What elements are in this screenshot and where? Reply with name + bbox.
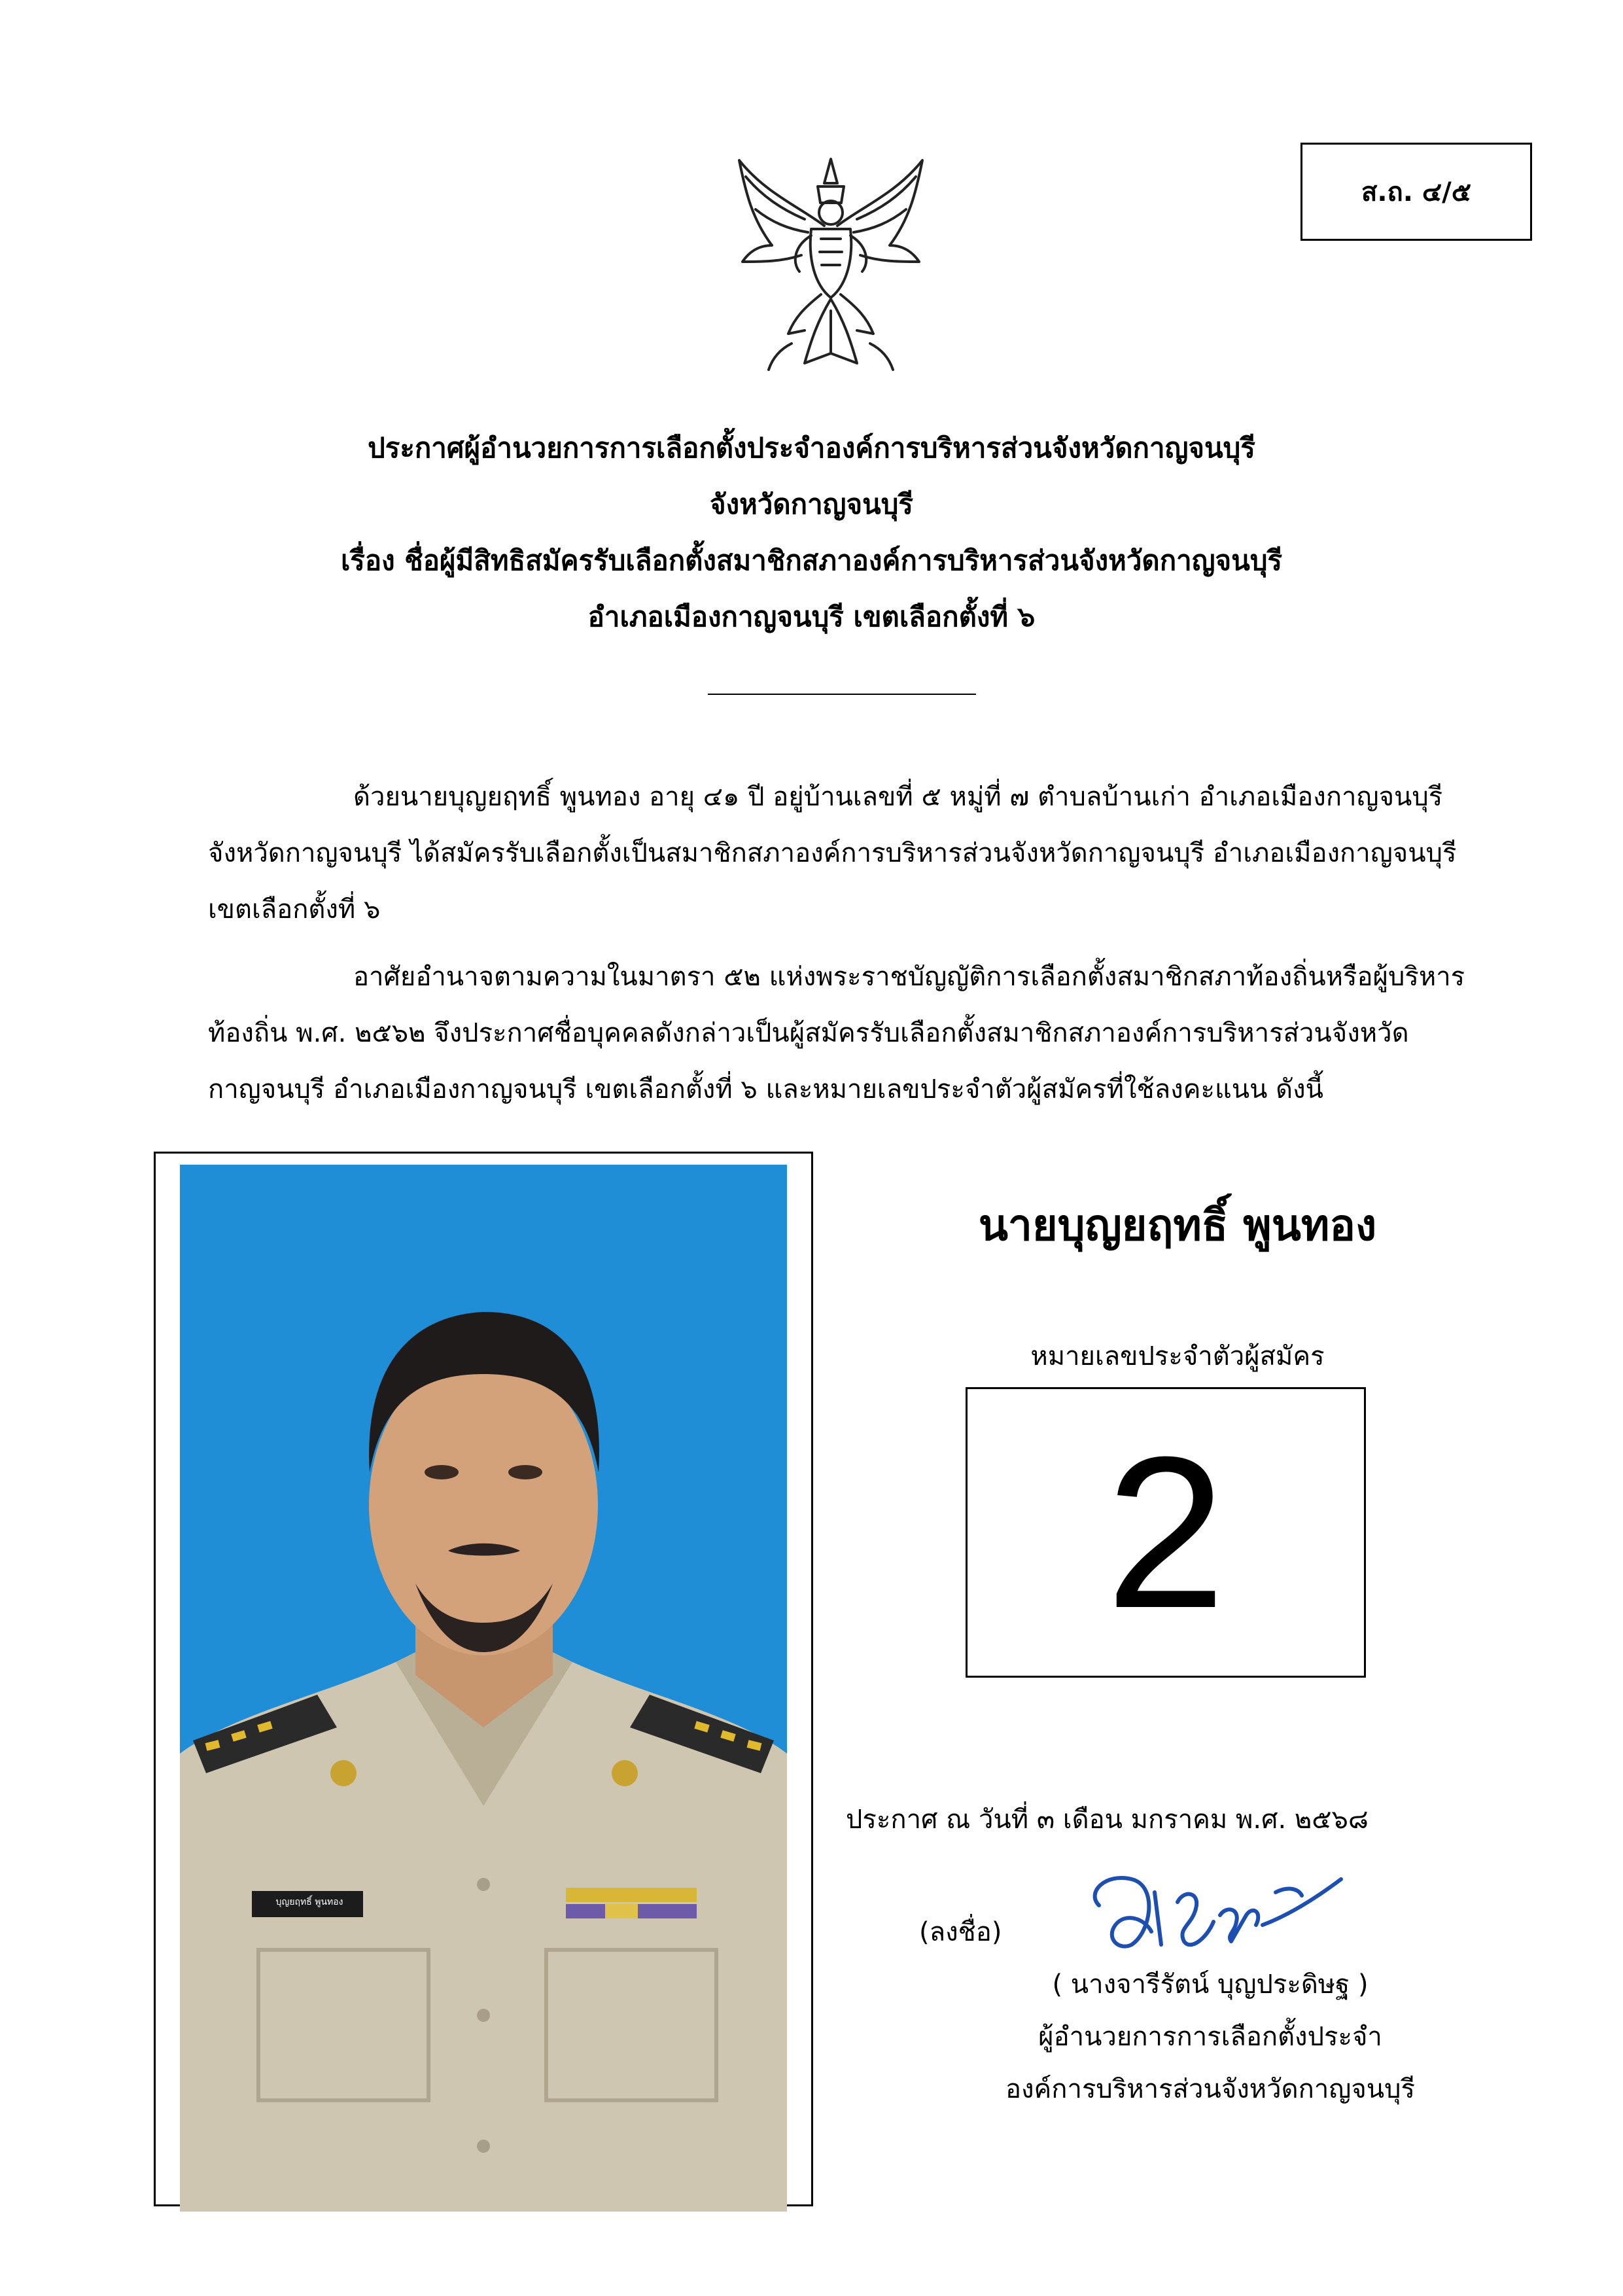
form-code-box (1300, 143, 1532, 241)
candidate-name: นายบุญยฤทธิ์ พูนทอง (978, 1200, 1377, 1250)
paragraph-2 (208, 949, 1480, 1118)
title-divider (708, 694, 976, 695)
candidate-number-box (966, 1387, 1366, 1678)
paragraph-2-line-3: กาญจนบุรี อำเภอเมืองกาญจนบุรี เขตเลือกตั้งที่ ๖ และหมายเลขประจำตัวผู้สมัครที่ใช้ลงคะแนน ดังนี้ (208, 1074, 1323, 1104)
form-code: ส.ถ. ๔/๕ (1361, 177, 1472, 207)
title-line-4: อำเภอเมืองกาญจนบุรี เขตเลือกตั้งที่ ๖ (587, 601, 1036, 633)
title-line-3: เรื่อง ชื่อผู้มีสิทธิสมัครรับเลือกตั้งสมาชิกสภาองค์การบริหารส่วนจังหวัดกาญจนบุรี (340, 544, 1283, 576)
name-tag-text: บุญยฤทธิ์ พูนทอง (275, 1897, 343, 1907)
paragraph-1 (208, 769, 1480, 938)
candidate-number: 2 (1106, 1411, 1226, 1653)
paragraph-2-line-2: ท้องถิ่น พ.ศ. ๒๕๖๒ จึงประกาศชื่อบุคคลดังกล่าวเป็นผู้สมัครรับเลือกตั้งสมาชิกสภาองค์การบริหารส่วนจังหวัด (208, 1018, 1409, 1048)
candidate-number-label: หมายเลขประจำตัวผู้สมัคร (1030, 1341, 1325, 1371)
paragraph-2-line-1: อาศัยอำนาจตามความในมาตรา ๕๒ แห่งพระราชบัญญัติการเลือกตั้งสมาชิกสภาท้องถิ่นหรือผู้บริหาร (353, 962, 1465, 992)
sign-prefix: (ลงชื่อ) (919, 1917, 1002, 1947)
signer-name: ( นางจารีรัตน์ บุญประดิษฐ ) (1052, 1969, 1369, 2000)
signer-position-line-1: ผู้อำนวยการการเลือกตั้งประจำ (1038, 2022, 1382, 2052)
title-line-1: ประกาศผู้อำนวยการการเลือกตั้งประจำองค์การบริหารส่วนจังหวัดกาญจนบุรี (368, 432, 1255, 464)
signer-position-line-2: องค์การบริหารส่วนจังหวัดกาญจนบุรี (1005, 2074, 1416, 2104)
handwritten-signature (1079, 1853, 1367, 1964)
paragraph-1-line-3: เขตเลือกตั้งที่ ๖ (208, 894, 381, 925)
candidate-photo (180, 1165, 787, 2212)
paragraph-1-line-1: ด้วยนายบุญยฤทธิ์ พูนทอง อายุ ๔๑ ปี อยู่บ้านเลขที่ ๕ หมู่ที่ ๗ ตำบลบ้านเก่า อำเภอเมืองกาญจนบุรี (353, 782, 1443, 812)
announce-date: ประกาศ ณ วันที่ ๓ เดือน มกราคม พ.ศ. ๒๕๖๘ (846, 1805, 1369, 1835)
garuda-emblem-icon (726, 147, 935, 376)
paragraph-1-line-2: จังหวัดกาญจนบุรี ได้สมัครรับเลือกตั้งเป็นสมาชิกสภาองค์การบริหารส่วนจังหวัดกาญจนบุรี อำเภอเมืองกาญจนบุรี (208, 838, 1457, 868)
title-line-2: จังหวัดกาญจนบุรี (709, 488, 913, 520)
